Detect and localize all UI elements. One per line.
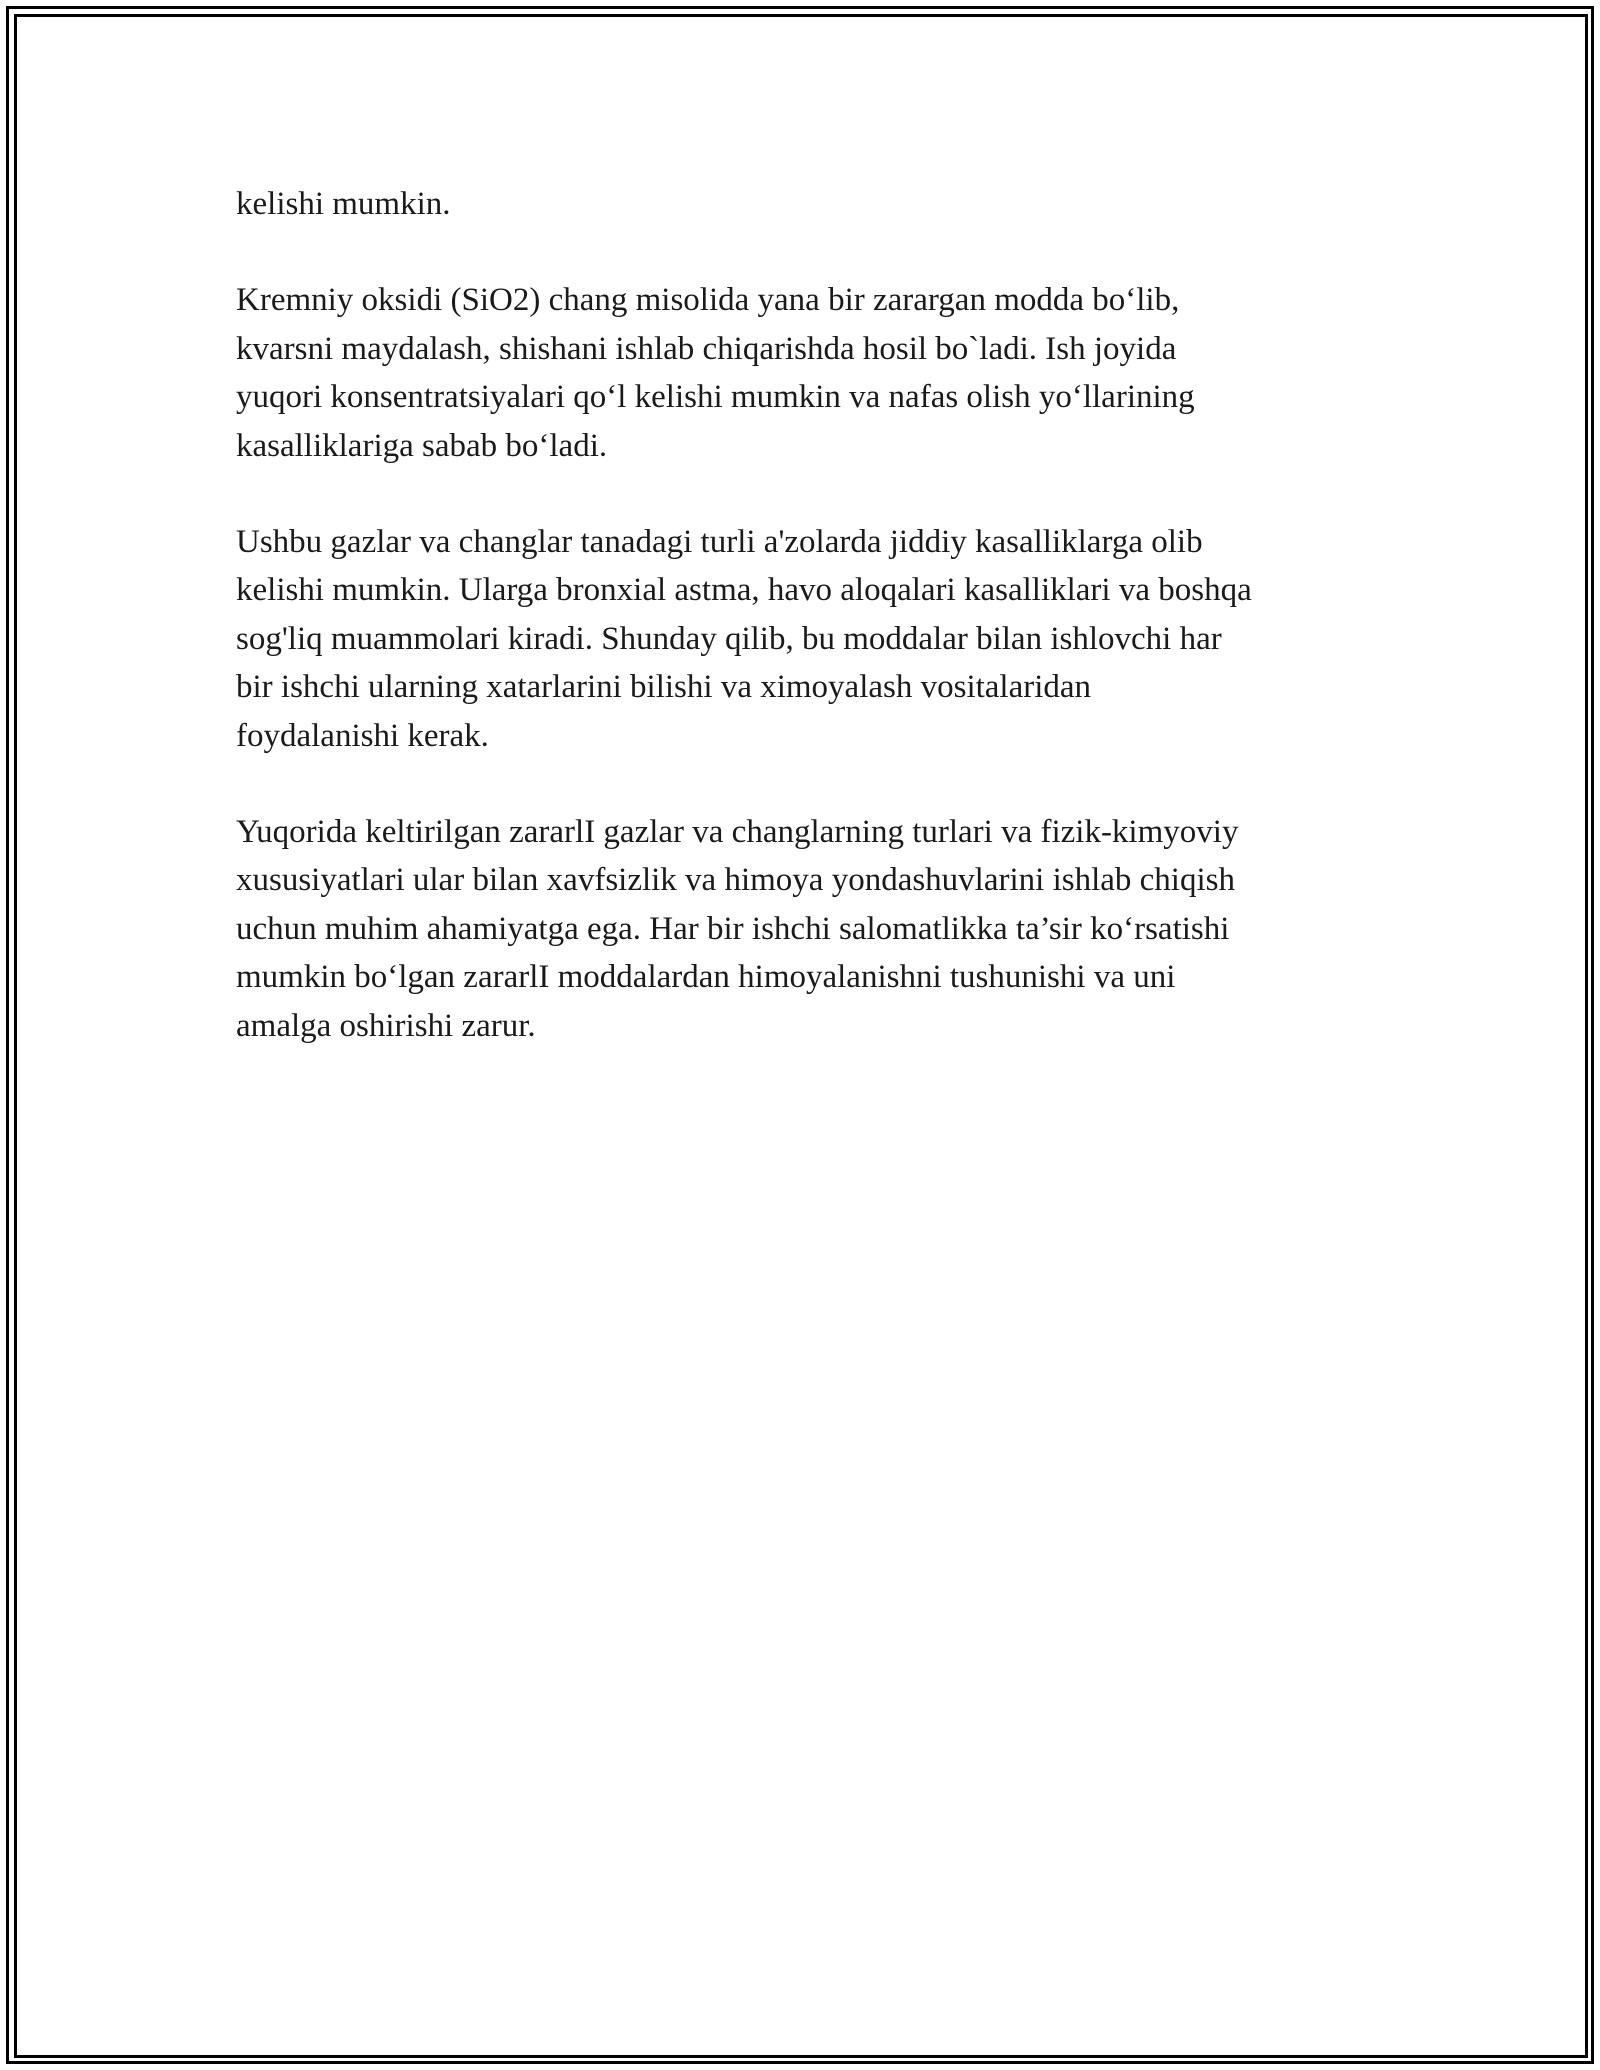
paragraph-diseases: Ushbu gazlar va changlar tanadagi turli a'zolarda jiddiy kasalliklarga olib kelishi mumkin. Ularga bronxial astma, havo aloqalari kasalliklari va boshqa sog'liq muammolari kiradi. Shunday qilib, bu moddalar bilan ishlovchi har bir ishchi ularning xatarlarini bilishi va ximoyalash vositalaridan foydalanishi kerak. [236,524,1252,754]
paragraph-continuation: kelishi mumkin. [236,186,451,222]
paragraph-conclusion: Yuqorida keltirilgan zararlI gazlar va changlarning turlari va fizik-kimyoviy xususiyatlari ular bilan xavfsizlik va himoya yondashuvlarini ishlab chiqish uchun muhim ahamiyatga ega. Har bir ishchi salomatlikka ta’sir ko‘rsatishi mumkin bo‘lgan zararlI moddalardan himoyalanishni tushunishi va uni amalga oshirishi zarur. [236,814,1239,1044]
paragraph-silicon-oxide: Kremniy oksidi (SiO2) chang misolida yana bir zarargan modda bo‘lib, kvarsni maydalash, shishani ishlab chiqarishda hosil bo`ladi. Ish joyida yuqori konsentratsiyalari qo‘l kelishi mumkin va nafas olish yo‘llarining kasalliklariga sabab bo‘ladi. [236,282,1195,464]
document-body [236,180,1376,1098]
